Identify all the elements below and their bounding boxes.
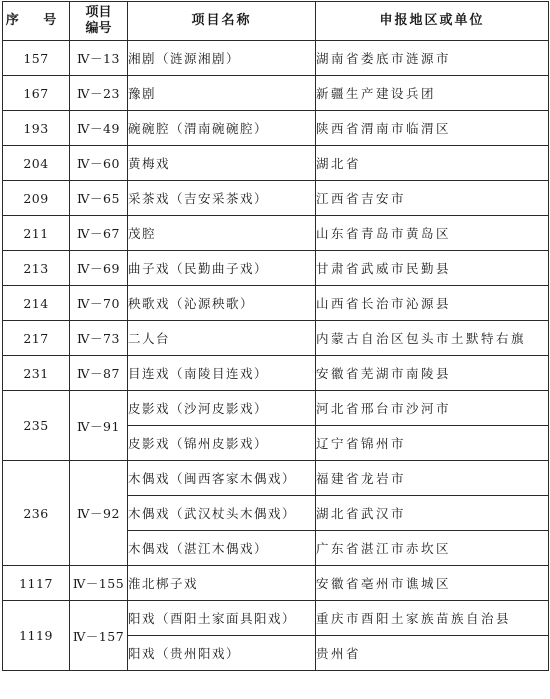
cell-project-name: 豫剧 xyxy=(128,76,316,111)
cell-project-name: 阳戏（贵州阳戏） xyxy=(128,636,316,671)
cell-project-name: 湘剧（涟源湘剧） xyxy=(128,41,316,76)
cell-seq: 231 xyxy=(3,356,70,391)
table-row xyxy=(3,251,549,286)
cell-seq: 217 xyxy=(3,321,70,356)
cell-project-code: Ⅳ－70 xyxy=(70,286,128,321)
cell-seq: 211 xyxy=(3,216,70,251)
table-row xyxy=(3,181,549,216)
cell-seq: 1119 xyxy=(3,601,70,671)
cell-project-name: 二人台 xyxy=(128,321,316,356)
cell-seq: 193 xyxy=(3,111,70,146)
cell-project-code: Ⅳ－67 xyxy=(70,216,128,251)
cell-region: 内蒙古自治区包头市土默特右旗 xyxy=(316,321,549,356)
cell-project-code: Ⅳ－13 xyxy=(70,41,128,76)
heritage-project-table xyxy=(2,1,549,671)
cell-project-name: 淮北梆子戏 xyxy=(128,566,316,601)
cell-project-name: 木偶戏（武汉杖头木偶戏） xyxy=(128,496,316,531)
cell-seq: 236 xyxy=(3,461,70,566)
cell-region: 山西省长治市沁源县 xyxy=(316,286,549,321)
cell-seq: 157 xyxy=(3,41,70,76)
cell-region: 安徽省亳州市谯城区 xyxy=(316,566,549,601)
cell-project-name: 木偶戏（湛江木偶戏） xyxy=(128,531,316,566)
cell-region: 山东省青岛市黄岛区 xyxy=(316,216,549,251)
cell-project-name: 曲子戏（民勤曲子戏） xyxy=(128,251,316,286)
cell-project-code: Ⅳ－23 xyxy=(70,76,128,111)
cell-project-code: Ⅳ－155 xyxy=(70,566,128,601)
cell-project-name: 皮影戏（沙河皮影戏） xyxy=(128,391,316,426)
header-name xyxy=(128,2,316,41)
cell-project-name: 皮影戏（锦州皮影戏） xyxy=(128,426,316,461)
cell-region: 辽宁省锦州市 xyxy=(316,426,549,461)
cell-region: 贵州省 xyxy=(316,636,549,671)
table-row xyxy=(3,601,549,636)
table-row xyxy=(3,146,549,181)
cell-project-code: Ⅳ－73 xyxy=(70,321,128,356)
cell-region: 安徽省芜湖市南陵县 xyxy=(316,356,549,391)
header-name-label: 项目名称 xyxy=(191,13,252,28)
cell-project-code: Ⅳ－69 xyxy=(70,251,128,286)
cell-project-name: 木偶戏（闽西客家木偶戏） xyxy=(128,461,316,496)
cell-project-code: Ⅳ－157 xyxy=(70,601,128,671)
table-body xyxy=(3,41,549,671)
header-seq-label: 序 号 xyxy=(5,13,67,28)
cell-seq: 167 xyxy=(3,76,70,111)
cell-region: 湖南省娄底市涟源市 xyxy=(316,41,549,76)
table-row xyxy=(3,461,549,496)
cell-project-name: 茂腔 xyxy=(128,216,316,251)
cell-seq: 209 xyxy=(3,181,70,216)
cell-project-code: Ⅳ－91 xyxy=(70,391,128,461)
cell-region: 广东省湛江市赤坎区 xyxy=(316,531,549,566)
table-row xyxy=(3,41,549,76)
header-code xyxy=(70,2,128,41)
cell-region: 湖北省武汉市 xyxy=(316,496,549,531)
cell-seq: 204 xyxy=(3,146,70,181)
table-row xyxy=(3,391,549,426)
cell-project-name: 阳戏（酉阳土家面具阳戏） xyxy=(128,601,316,636)
cell-project-code: Ⅳ－65 xyxy=(70,181,128,216)
header-code-line1: 项目 xyxy=(85,5,112,20)
cell-region: 河北省邢台市沙河市 xyxy=(316,391,549,426)
cell-project-code: Ⅳ－49 xyxy=(70,111,128,146)
cell-project-code: Ⅳ－87 xyxy=(70,356,128,391)
header-seq xyxy=(3,2,70,41)
cell-project-code: Ⅳ－60 xyxy=(70,146,128,181)
cell-seq: 213 xyxy=(3,251,70,286)
table-row xyxy=(3,216,549,251)
cell-seq: 235 xyxy=(3,391,70,461)
table-row xyxy=(3,321,549,356)
cell-seq: 214 xyxy=(3,286,70,321)
cell-seq: 1117 xyxy=(3,566,70,601)
cell-project-name: 秧歌戏（沁源秧歌） xyxy=(128,286,316,321)
cell-region: 江西省吉安市 xyxy=(316,181,549,216)
cell-region: 福建省龙岩市 xyxy=(316,461,549,496)
cell-region: 重庆市酉阳土家族苗族自治县 xyxy=(316,601,549,636)
table-row xyxy=(3,356,549,391)
cell-region: 湖北省 xyxy=(316,146,549,181)
cell-region: 甘肃省武威市民勤县 xyxy=(316,251,549,286)
cell-region: 陕西省渭南市临渭区 xyxy=(316,111,549,146)
cell-project-name: 碗碗腔（渭南碗碗腔） xyxy=(128,111,316,146)
cell-project-name: 黄梅戏 xyxy=(128,146,316,181)
table-row xyxy=(3,566,549,601)
cell-project-name: 采茶戏（吉安采茶戏） xyxy=(128,181,316,216)
table-header-row xyxy=(3,2,549,41)
header-region-label: 申报地区或单位 xyxy=(379,13,485,28)
cell-project-name: 目连戏（南陵目连戏） xyxy=(128,356,316,391)
table-row xyxy=(3,76,549,111)
table-row xyxy=(3,286,549,321)
header-code-line2: 编号 xyxy=(85,21,112,36)
cell-project-code: Ⅳ－92 xyxy=(70,461,128,566)
header-region xyxy=(316,2,549,41)
cell-region: 新疆生产建设兵团 xyxy=(316,76,549,111)
table-row xyxy=(3,111,549,146)
